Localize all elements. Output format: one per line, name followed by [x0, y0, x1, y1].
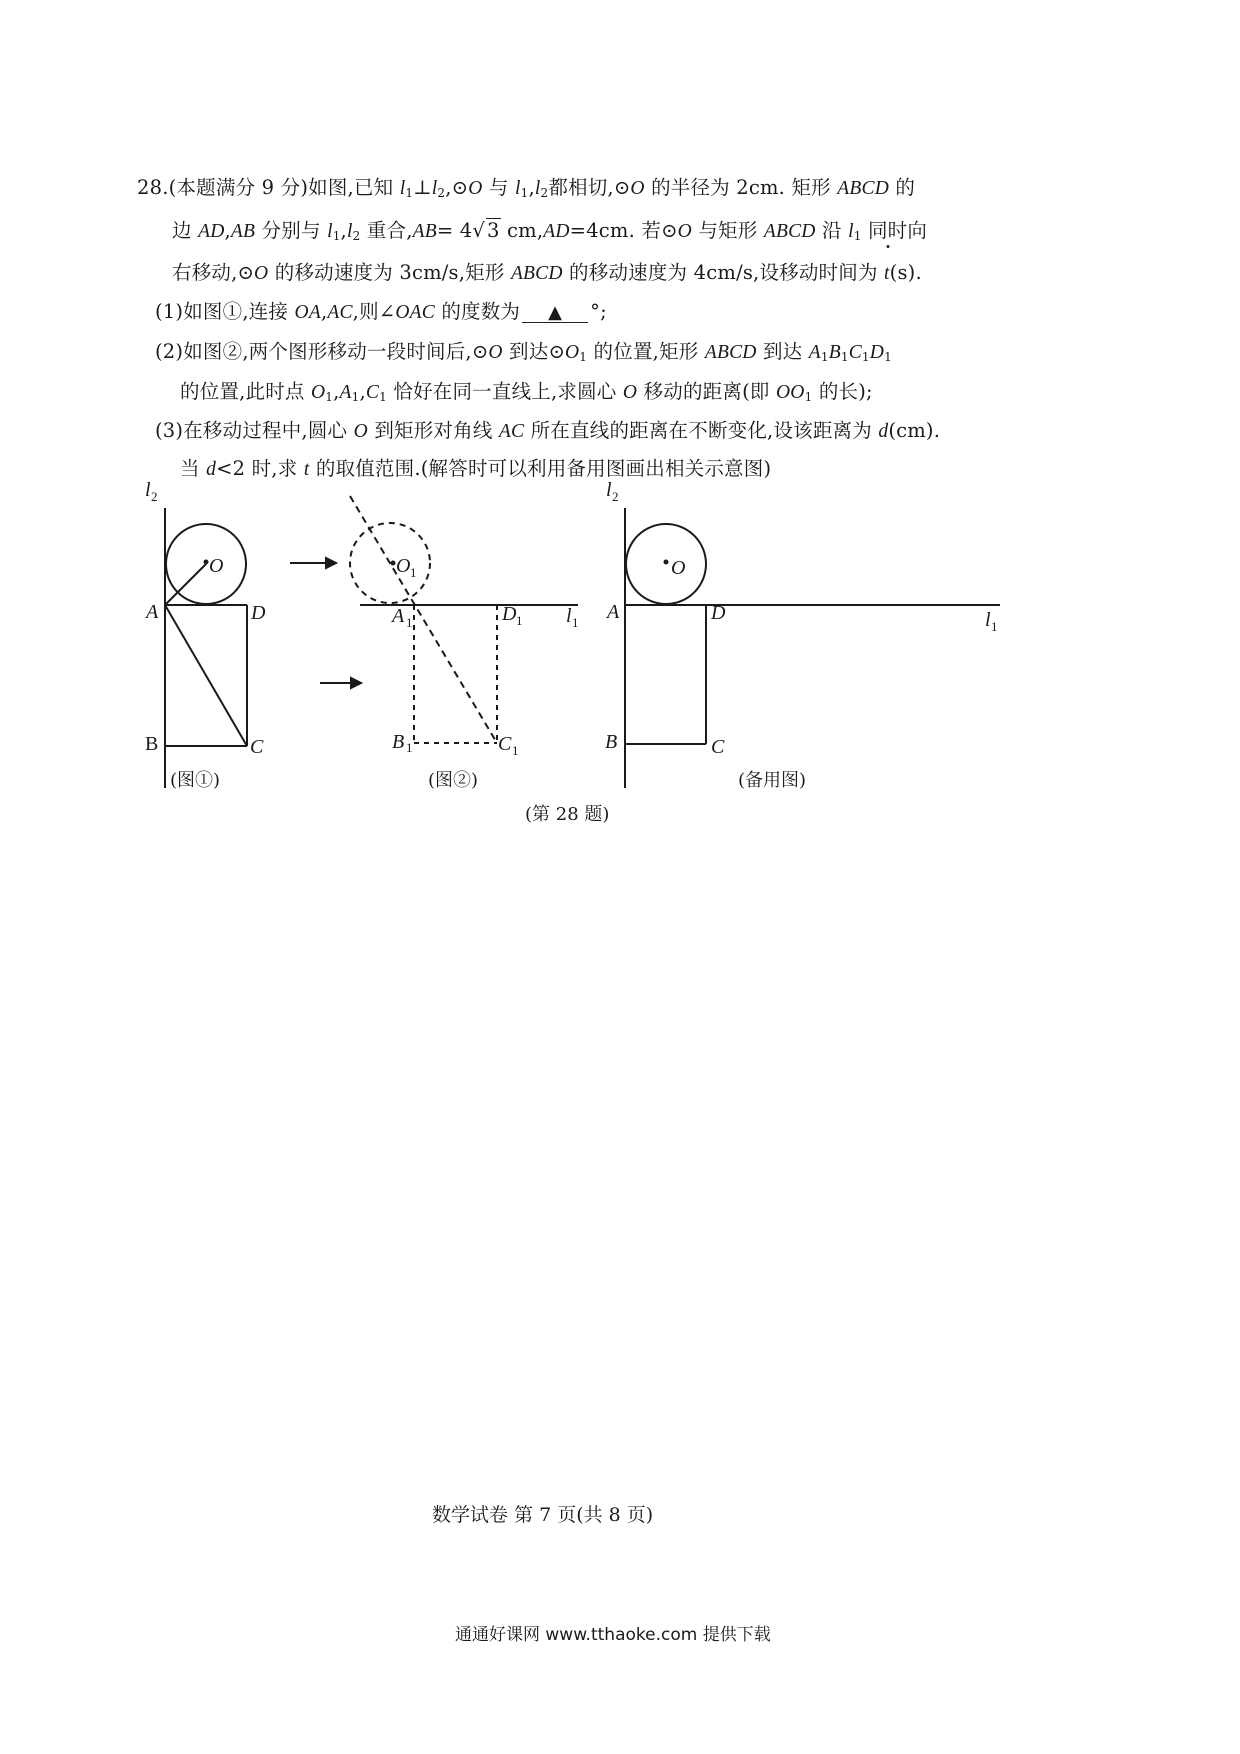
text: 与矩形 [691, 219, 764, 242]
fig1-caption: (图①) [170, 770, 221, 791]
text: 边 [172, 219, 199, 242]
fig1-point-o [204, 560, 209, 565]
var-o: O [488, 342, 503, 363]
emphasis-text: 同时 [867, 219, 908, 242]
subscript: 1 [820, 350, 829, 364]
var-t: t [884, 263, 890, 284]
text: 的半径为 2cm. 矩形 [644, 176, 838, 199]
fig2-label-l1-sub: 1 [572, 615, 579, 630]
var-a1: A [808, 342, 821, 363]
fig1-label-o: O [209, 555, 224, 577]
var-l: l [346, 221, 353, 242]
fig2-label-d1-sub: 1 [516, 613, 523, 628]
fig1-label-l2: l [145, 479, 151, 501]
var-oa: OA [294, 302, 321, 323]
text: , [333, 380, 340, 403]
var-o: O [254, 263, 269, 284]
fig2-line-o1a1c1 [350, 496, 497, 743]
question-line-2: 边 AD,AB 分别与 $l_1,l_2$ 重合,AB= 4√ 3 cm,AD=4cm. 若⊙O 与矩形 ABCD 沿 $l_1$ 同时向 [172, 219, 928, 243]
var-o: O [630, 178, 645, 199]
text: 的移动速度为 4cm/s,设移动时间为 [562, 261, 885, 284]
var-abcd: ABCD [704, 342, 757, 363]
text: =4cm. 若⊙ [569, 219, 678, 242]
fig2-label-c1: C [498, 733, 512, 755]
fig3-label-a: A [607, 601, 620, 623]
perp-symbol: ⊥ [413, 176, 432, 199]
var-abcd: ABCD [763, 221, 816, 242]
var-a1: A [339, 382, 352, 403]
text: (1)如图①,连接 [155, 300, 295, 323]
var-l: l [534, 178, 541, 199]
fig2-label-d1: D [502, 603, 517, 625]
text: , [224, 219, 231, 242]
text: 的位置,矩形 [587, 340, 705, 363]
text: 右移动,⊙ [172, 261, 255, 284]
score-note: (本题满分 9 分) [168, 176, 309, 199]
var-o1: O [565, 342, 580, 363]
text: , [340, 219, 347, 242]
var-ab: AB [412, 221, 437, 242]
page-footer: 数学试卷 第 7 页(共 8 页) [432, 1504, 654, 1526]
text: 当 [180, 457, 207, 480]
subscript: 1 [579, 350, 588, 364]
var-c1: C [848, 342, 862, 363]
subscript: 2 [352, 229, 361, 243]
var-o1: O [311, 382, 326, 403]
fig1-label-c: C [250, 736, 264, 758]
text: °; [590, 300, 607, 323]
fig2-label-b1-sub: 1 [406, 740, 413, 755]
text: 的取值范围.(解答时可以利用备用图画出相关示意图) [309, 457, 772, 480]
fig3-label-l1: l [985, 609, 991, 631]
fig3-label-l1-sub: 1 [991, 619, 998, 634]
text: 沿 [815, 219, 849, 242]
subscript: 1 [884, 350, 892, 364]
text: = 4 [436, 219, 473, 242]
fig1-diagonal-ac [165, 605, 247, 746]
fig2-label-a1: A [392, 605, 405, 627]
text: ,则∠ [352, 300, 396, 323]
var-t: t [303, 459, 310, 480]
subscript: 2 [437, 186, 446, 200]
subscript: 1 [379, 390, 387, 404]
fig3-label-c: C [711, 736, 725, 758]
text: , [359, 380, 366, 403]
var-b1: B [828, 342, 841, 363]
subscript: 1 [351, 390, 360, 404]
text: 都相切,⊙ [548, 176, 631, 199]
fig2-label-l1: l [566, 605, 572, 627]
question-number: 28. [137, 176, 169, 199]
var-abcd: ABCD [837, 178, 890, 199]
subscript: 1 [520, 186, 529, 200]
subscript: 1 [853, 229, 862, 243]
download-watermark: 通通好课网 www.tthaoke.com 提供下载 [455, 1625, 771, 1645]
fig2-label-c1-sub: 1 [512, 743, 519, 758]
text: 恰好在同一直线上,求圆心 [386, 380, 623, 403]
text: 移动的距离(即 [637, 380, 776, 403]
subscript: 1 [804, 390, 813, 404]
fig1-label-b: B [145, 733, 159, 755]
text: (3)在移动过程中,圆心 [155, 419, 354, 442]
text: 的度数为 [434, 300, 521, 323]
var-ac: AC [498, 421, 525, 442]
var-ad: AD [543, 221, 570, 242]
arrow-rect-head [351, 678, 361, 688]
fig3-label-l2-sub: 2 [612, 489, 619, 504]
fig3-label-b: B [605, 731, 618, 753]
text: 的 [889, 176, 916, 199]
var-l: l [399, 178, 406, 199]
var-ad: AD [198, 221, 225, 242]
figure-caption: (第 28 题) [525, 804, 610, 825]
fig2-label-o1: O [396, 555, 411, 577]
subscript: 1 [840, 350, 849, 364]
var-o: O [353, 421, 368, 442]
subscript: 1 [325, 390, 334, 404]
var-d1: D [869, 342, 885, 363]
fig2-label-a1-sub: 1 [406, 615, 413, 630]
text: 到达 [756, 340, 809, 363]
fig3-caption: (备用图) [738, 770, 807, 791]
var-d: d [878, 421, 889, 442]
text: (2)如图②,两个图形移动一段时间后,⊙ [155, 340, 489, 363]
subscript: 1 [861, 350, 870, 364]
fig1-label-a: A [146, 601, 159, 623]
var-l: l [327, 221, 333, 242]
fig3-label-o: O [671, 557, 686, 579]
var-oo1: OO [776, 382, 805, 403]
fig3-label-l2: l [606, 479, 612, 501]
var-l: l [431, 178, 438, 199]
sqrt-radicand: 3 [487, 219, 500, 242]
fig1-label-l2-sub: 2 [151, 489, 158, 504]
text: 的长); [812, 380, 873, 403]
text: (s). [889, 261, 922, 284]
fig2-point-o1 [391, 561, 396, 566]
text: 到达⊙ [502, 340, 565, 363]
text: 重合, [360, 219, 413, 242]
var-c1: C [365, 382, 380, 403]
var-ac: AC [327, 302, 353, 323]
text: 分别与 [255, 219, 328, 242]
var-l: l [514, 178, 521, 199]
text: 到矩形对角线 [367, 419, 499, 442]
text: (cm). [888, 419, 941, 442]
var-o: O [468, 178, 483, 199]
text: 向 [907, 219, 928, 242]
text: , [320, 300, 328, 323]
subscript: 1 [332, 229, 341, 243]
var-o: O [622, 382, 638, 403]
text: , [528, 176, 535, 199]
text: cm, [500, 219, 544, 242]
fig3-point-o [664, 560, 669, 565]
fig2-label-o1-sub: 1 [410, 565, 417, 580]
fig2-label-b1: B [392, 731, 405, 753]
var-abcd: ABCD [510, 263, 563, 284]
var-l: l [848, 221, 854, 242]
subscript: 1 [405, 186, 414, 200]
answer-blank[interactable]: ▲ [522, 304, 588, 323]
var-o: O [677, 221, 692, 242]
fig1-label-d: D [251, 602, 266, 624]
subscript: 2 [540, 186, 549, 200]
text: 与 [482, 176, 515, 199]
text: ,⊙ [445, 176, 469, 199]
var-ab: AB [230, 221, 256, 242]
arrow-circle-head [326, 558, 336, 568]
fig3-label-d: D [711, 602, 726, 624]
text: 的位置,此时点 [180, 380, 311, 403]
fig2-caption: (图②) [428, 770, 479, 791]
text: 所在直线的距离在不断变化,设该距离为 [524, 419, 879, 442]
var-oac: OAC [395, 302, 435, 323]
text: <2 时,求 [216, 457, 304, 480]
var-d: d [206, 459, 217, 480]
text: 的移动速度为 3cm/s,矩形 [268, 261, 511, 284]
text: 如图,已知 [308, 176, 400, 199]
